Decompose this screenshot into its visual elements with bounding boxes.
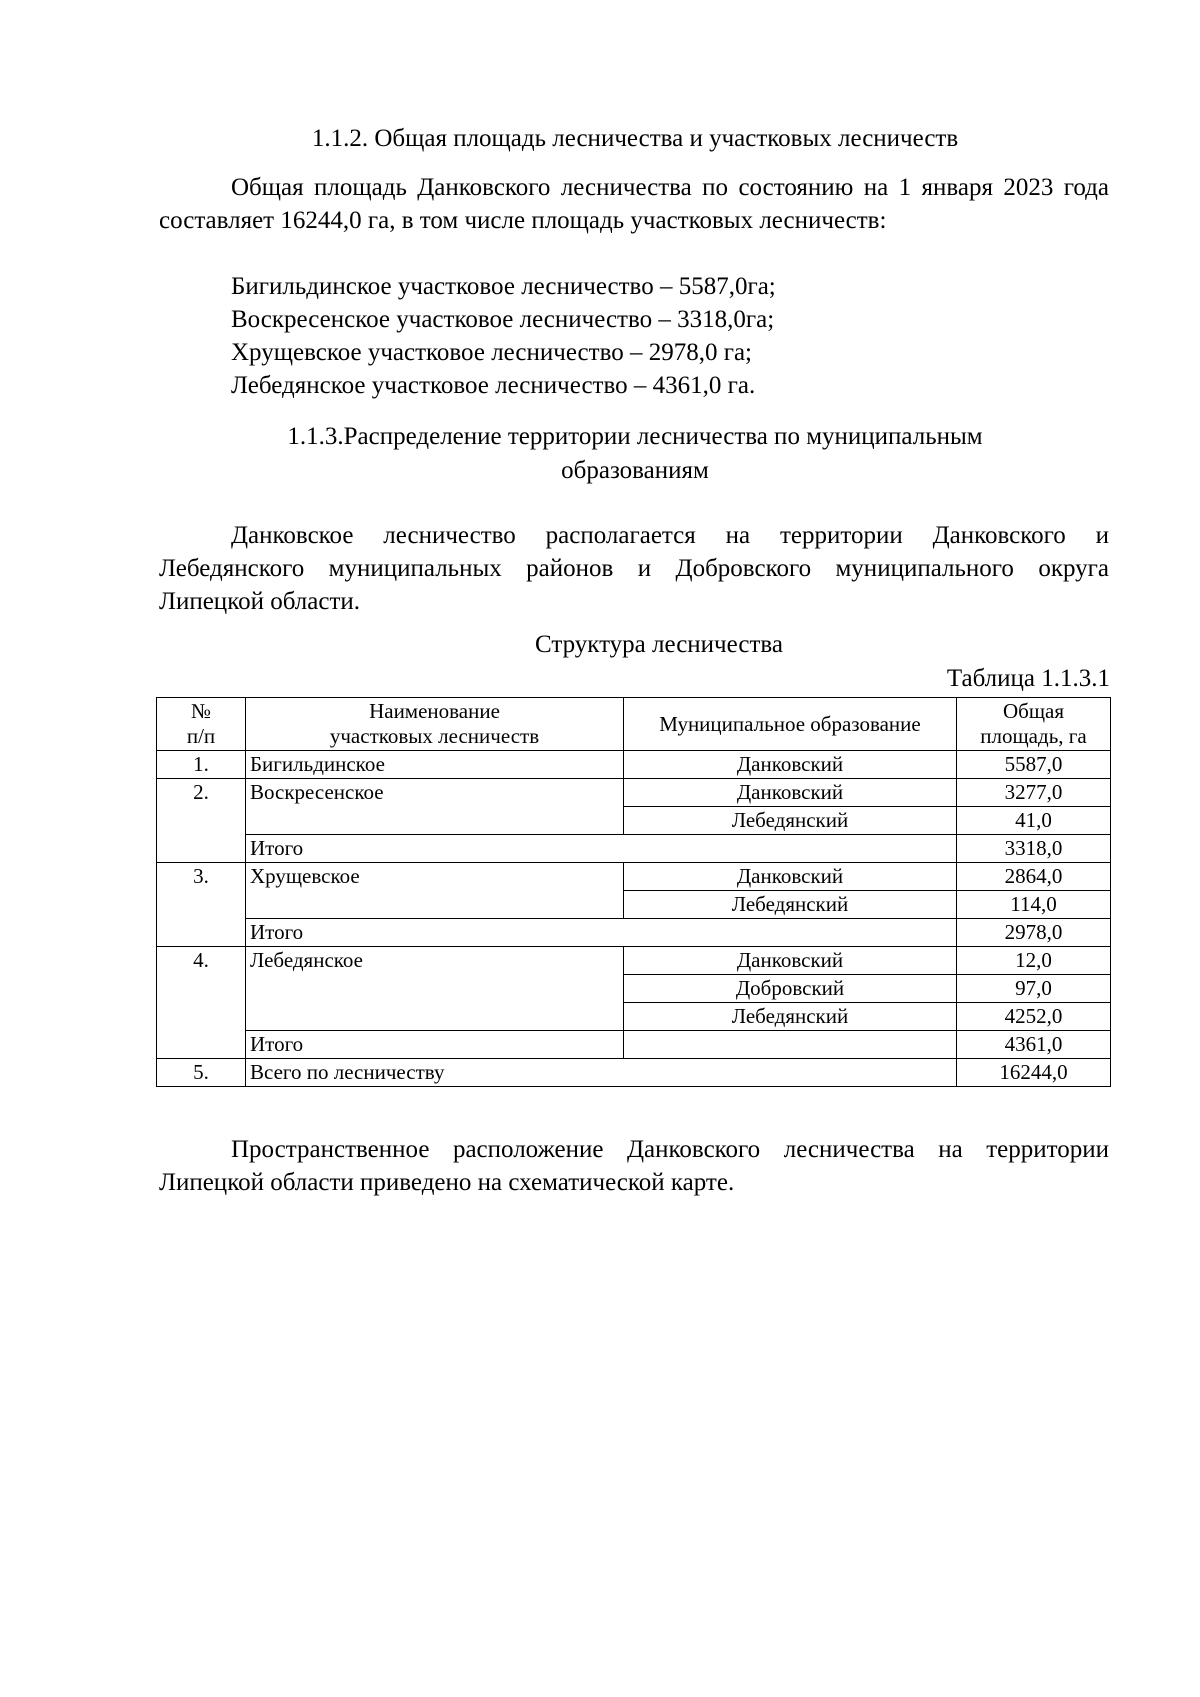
heading-line-1: 1.1.3.Распределение территории лесничества по муниципальным [287,423,983,450]
cell-number: 4. [157,947,246,1059]
table-header-row [157,698,1111,751]
table-row [157,835,1111,863]
cell-municipality: Добровский [624,975,957,1003]
cell-municipality: Лебедянский [624,1003,957,1031]
forestry-structure-table [156,697,1111,1087]
cell-name: Бигильдинское [246,751,624,779]
closing-paragraph: Пространственное расположение Данковского лесничества на территории Липецкой области приведено на схематической карте. [159,1136,1109,1196]
cell-name: Всего по лесничеству [246,1059,957,1087]
section-heading-1-1-2: 1.1.2. Общая площадь лесничества и участковых лесничеств [311,125,959,152]
cell-total: 3318,0 [957,835,1111,863]
cell-area: 12,0 [957,947,1111,975]
cell-total-label: Итого [246,835,957,863]
cell-municipality: Данковский [624,779,957,807]
cell-municipality: Данковский [624,947,957,975]
list-item: Воскресенское участковое лесничество – 3318,0га; [231,306,775,333]
cell-number: 1. [157,751,246,779]
cell-area: 4252,0 [957,1003,1111,1031]
cell-total: 2978,0 [957,919,1111,947]
table-number: Таблица 1.1.3.1 [946,665,1110,692]
cell-name: Лебедянское [246,947,624,1031]
table-row [157,947,1111,975]
heading-line-2: образованиям [561,457,709,484]
cell-municipality: Лебедянский [624,891,957,919]
table-row [157,863,1111,891]
cell-total: 4361,0 [957,1031,1111,1059]
table-row [157,751,1111,779]
cell-area: 2864,0 [957,863,1111,891]
cell-empty [624,1031,957,1059]
cell-number: 3. [157,863,246,947]
table-row [157,919,1111,947]
cell-area: 114,0 [957,891,1111,919]
header-number: № п/п [157,698,246,751]
cell-municipality: Данковский [624,751,957,779]
table-row [157,1059,1111,1087]
list-item: Бигильдинское участковое лесничество – 5587,0га; [231,273,776,300]
area-intro-paragraph: Общая площадь Данковского лесничества по состоянию на 1 января 2023 года составляет 16244,0 га, в том числе площадь участковых лесничеств: [159,174,1109,234]
header-area: Общая площадь, га [957,698,1111,751]
cell-area: 41,0 [957,807,1111,835]
header-municipality: Муниципальное образование [624,698,957,751]
header-name: Наименование участковых лесничеств [246,698,624,751]
cell-number: 2. [157,779,246,863]
cell-number: 5. [157,1059,246,1087]
cell-municipality: Данковский [624,863,957,891]
table-row [157,779,1111,807]
table-row [157,1031,1111,1059]
cell-area: 16244,0 [957,1059,1111,1087]
cell-total-label: Итого [246,919,957,947]
cell-area: 3277,0 [957,779,1111,807]
sub-forestry-area-list [231,270,1101,402]
cell-municipality: Лебедянский [624,807,957,835]
list-item: Лебедянское участковое лесничество – 4361,0 га. [231,372,756,399]
cell-name: Воскресенское [246,779,624,835]
table-title: Структура лесничества [535,631,783,658]
location-paragraph: Данковское лесничество располагается на территории Данковского и Лебедянского муниципальных районов и Добровского муниципального округа Липецкой области. [159,522,1109,615]
list-item: Хрущевское участковое лесничество – 2978,0 га; [231,339,752,366]
cell-total-label: Итого [246,1031,624,1059]
cell-name: Хрущевское [246,863,624,919]
cell-area: 5587,0 [957,751,1111,779]
section-heading-1-1-3 [160,420,1110,488]
cell-area: 97,0 [957,975,1111,1003]
